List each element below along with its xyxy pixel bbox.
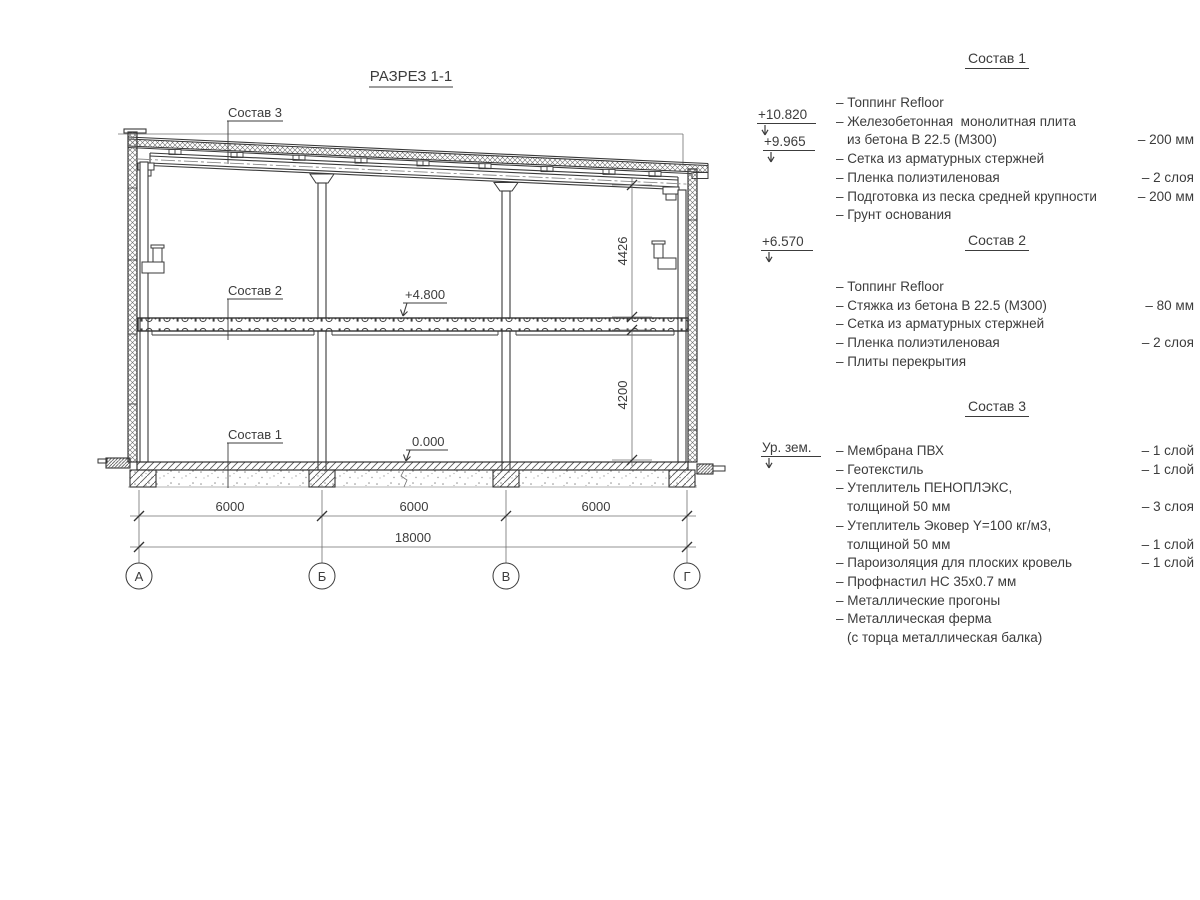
elevation-mark-9965 bbox=[763, 133, 815, 165]
layer-item: – Пароизоляция для плоских кровель – 1 слой bbox=[836, 555, 1194, 571]
left-wall bbox=[128, 132, 164, 462]
floor-slab bbox=[138, 318, 688, 335]
layer-item: – Профнастил НС 35х0.7 мм bbox=[836, 573, 1017, 589]
composition-block-2 bbox=[836, 232, 1194, 372]
layer-item: – Подготовка из песка средней крупности – 200 мм bbox=[836, 188, 1194, 204]
layer-item: – Плиты перекрытия bbox=[836, 353, 967, 369]
drawing-title: РАЗРЕЗ 1-1 bbox=[369, 68, 453, 85]
elevation-label: +6.570 bbox=[761, 234, 813, 251]
layer-item: (с торца металлическая балка) bbox=[847, 630, 1043, 646]
title-block bbox=[369, 68, 453, 87]
layer-item: – Стяжка из бетона В 22.5 (М300) – 80 мм bbox=[836, 297, 1194, 313]
axis-label-a: А bbox=[134, 569, 144, 584]
axis-label-b: Б bbox=[317, 569, 327, 584]
callout-sostav-2: Состав 2 bbox=[228, 283, 282, 298]
layer-item: – Топпинг Refloor bbox=[836, 279, 944, 294]
composition-block-1 bbox=[836, 50, 1194, 225]
axis-label-g: Г bbox=[683, 569, 691, 584]
layer-item: – Пленка полиэтиленовая – 2 слоя bbox=[836, 169, 1194, 185]
layer-item: толщиной 50 мм – 3 слоя bbox=[847, 499, 1194, 515]
axis-bubbles bbox=[126, 563, 700, 589]
layer-item: из бетона В 22.5 (М300) – 200 мм bbox=[847, 132, 1194, 148]
right-wall bbox=[652, 169, 697, 462]
elevation-arrow-icon bbox=[763, 252, 777, 265]
dim-height-upper: 4426 bbox=[615, 236, 630, 266]
level-mid: +4.800 bbox=[405, 287, 446, 302]
layer-item: – Металлическая ферма bbox=[836, 611, 992, 627]
legend-panel bbox=[836, 0, 1194, 700]
layer-item: – Сетка из арматурных стержней bbox=[836, 151, 1045, 167]
layer-item: – Утеплитель ПЕНОПЛЭКС, bbox=[836, 480, 1013, 496]
dim-span-1: 6000 bbox=[215, 499, 245, 514]
axis-label-v: В bbox=[501, 569, 511, 584]
section-drawing bbox=[0, 0, 760, 650]
elevation-arrow-icon bbox=[765, 152, 779, 165]
elevation-mark-6570 bbox=[761, 233, 813, 265]
dim-height-lower: 4200 bbox=[615, 380, 630, 410]
level-marks bbox=[401, 287, 449, 461]
layer-item: – Грунт основания bbox=[836, 207, 952, 223]
level-zero: 0.000 bbox=[412, 434, 445, 449]
elevation-label: +10.820 bbox=[757, 107, 816, 124]
layer-item: – Железобетонная монолитная плита bbox=[836, 113, 1077, 129]
dim-total: 18000 bbox=[394, 530, 432, 545]
layer-item: – Геотекстиль – 1 слой bbox=[836, 461, 1194, 477]
elevation-label: +9.965 bbox=[763, 134, 815, 151]
composition-block-3 bbox=[836, 398, 1194, 648]
elevation-label: Ур. зем. bbox=[761, 440, 821, 457]
callout-sostav-3: Состав 3 bbox=[228, 105, 282, 120]
ground-slab bbox=[98, 458, 725, 487]
elevation-mark-ground bbox=[761, 439, 821, 471]
callouts bbox=[227, 105, 283, 488]
composition-heading: Состав 2 bbox=[965, 232, 1029, 251]
roof-truss bbox=[138, 153, 692, 200]
composition-heading: Состав 1 bbox=[965, 50, 1029, 69]
layer-item: – Сетка из арматурных стержней bbox=[836, 316, 1045, 332]
layer-item: – Топпинг Refloor bbox=[836, 95, 944, 110]
dim-span-3: 6000 bbox=[581, 499, 611, 514]
elevation-arrow-icon bbox=[763, 458, 777, 471]
callout-sostav-1: Состав 1 bbox=[228, 427, 282, 442]
dim-span-2: 6000 bbox=[399, 499, 429, 514]
composition-heading: Состав 3 bbox=[965, 398, 1029, 417]
layer-item: – Металлические прогоны bbox=[836, 592, 1001, 608]
layer-item: – Мембрана ПВХ – 1 слой bbox=[836, 443, 1194, 458]
roof-assembly bbox=[124, 129, 708, 179]
layer-item: – Утеплитель Эковер Y=100 кг/м3, bbox=[836, 517, 1052, 533]
layer-item: – Пленка полиэтиленовая – 2 слоя bbox=[836, 335, 1194, 351]
bottom-dimensions bbox=[130, 490, 696, 563]
layer-item: толщиной 50 мм – 1 слой bbox=[847, 536, 1194, 552]
